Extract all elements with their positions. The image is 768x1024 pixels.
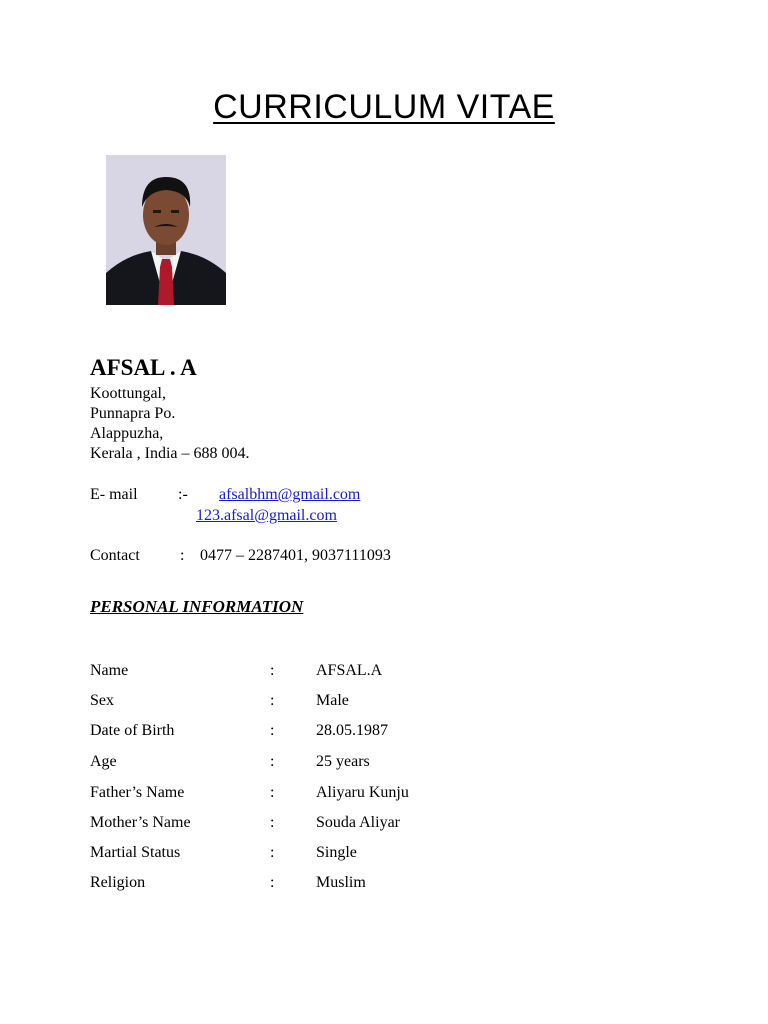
info-value: Male bbox=[316, 692, 349, 709]
info-key: Religion bbox=[90, 874, 146, 891]
info-key: Sex bbox=[90, 692, 114, 709]
info-separator: : bbox=[270, 814, 275, 831]
info-separator: : bbox=[270, 844, 275, 861]
contact-label: Contact bbox=[90, 547, 140, 564]
info-value: 25 years bbox=[316, 753, 370, 770]
contact-separator: : bbox=[180, 547, 185, 564]
info-value: AFSAL.A bbox=[316, 662, 383, 679]
profile-photo bbox=[106, 155, 226, 305]
title-text: CURRICULUM VITAE bbox=[213, 88, 555, 126]
info-separator: : bbox=[270, 662, 275, 679]
info-key: Date of Birth bbox=[90, 722, 175, 739]
email-secondary-link[interactable]: 123.afsal@gmail.com bbox=[196, 507, 337, 524]
address-line: Punnapra Po. bbox=[90, 405, 176, 422]
info-separator: : bbox=[270, 874, 275, 891]
info-value: 28.05.1987 bbox=[316, 722, 388, 739]
info-value: Muslim bbox=[316, 874, 366, 891]
address-line: Kerala , India – 688 004. bbox=[90, 445, 250, 462]
document-title bbox=[0, 88, 768, 127]
email-separator: :- bbox=[178, 486, 188, 503]
address-line: Koottungal, bbox=[90, 385, 166, 402]
info-key: Father’s Name bbox=[90, 784, 185, 801]
info-key: Martial Status bbox=[90, 844, 181, 861]
info-value: Single bbox=[316, 844, 357, 861]
info-row bbox=[0, 812, 768, 834]
info-value: Aliyaru Kunju bbox=[316, 784, 409, 801]
candidate-name: AFSAL . A bbox=[90, 355, 197, 380]
email-primary-link[interactable]: afsalbhm@gmail.com bbox=[219, 486, 361, 503]
info-row bbox=[0, 751, 768, 773]
info-key: Name bbox=[90, 662, 129, 679]
info-separator: : bbox=[270, 722, 275, 739]
info-separator: : bbox=[270, 692, 275, 709]
info-row bbox=[0, 872, 768, 894]
info-separator: : bbox=[270, 753, 275, 770]
info-value: Souda Aliyar bbox=[316, 814, 400, 831]
info-row bbox=[0, 690, 768, 712]
info-row bbox=[0, 720, 768, 742]
info-key: Mother’s Name bbox=[90, 814, 191, 831]
info-key: Age bbox=[90, 753, 117, 770]
email-label: E- mail bbox=[90, 486, 138, 503]
info-separator: : bbox=[270, 784, 275, 801]
info-row bbox=[0, 842, 768, 864]
contact-value: 0477 – 2287401, 9037111093 bbox=[200, 547, 391, 564]
info-row bbox=[0, 660, 768, 682]
info-row bbox=[0, 782, 768, 804]
address-line: Alappuzha, bbox=[90, 425, 164, 442]
personal-info-heading: PERSONAL INFORMATION bbox=[90, 597, 304, 616]
